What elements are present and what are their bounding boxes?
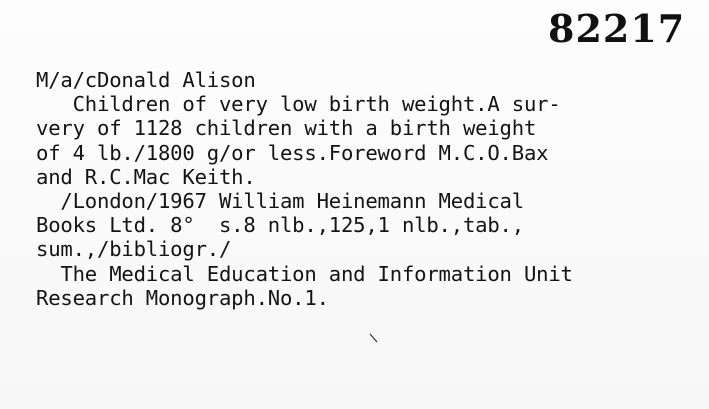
title-line: very of 1128 children with a birth weight — [36, 116, 537, 141]
bibliographic-entry — [36, 68, 706, 310]
title-line: Children of very low birth weight.A sur- — [36, 92, 561, 117]
pen-mark-icon — [368, 332, 382, 346]
title-line: of 4 lb./1800 g/or less.Foreword M.C.O.Bax — [36, 140, 549, 165]
accession-number: 82217 — [548, 6, 686, 51]
series-line: The Medical Education and Information Unit — [36, 261, 573, 286]
imprint-line: /London/1967 William Heinemann Medical — [36, 188, 524, 213]
title-line: and R.C.Mac Keith. — [36, 164, 256, 189]
collation-line: Books Ltd. 8° s.8 nlb.,125,1 nlb.,tab., — [36, 213, 524, 238]
series-line: Research Monograph.No.1. — [36, 285, 329, 310]
author-line: M/a/cDonald Alison — [36, 68, 256, 92]
collation-line: sum.,/bibliogr./ — [36, 237, 232, 262]
